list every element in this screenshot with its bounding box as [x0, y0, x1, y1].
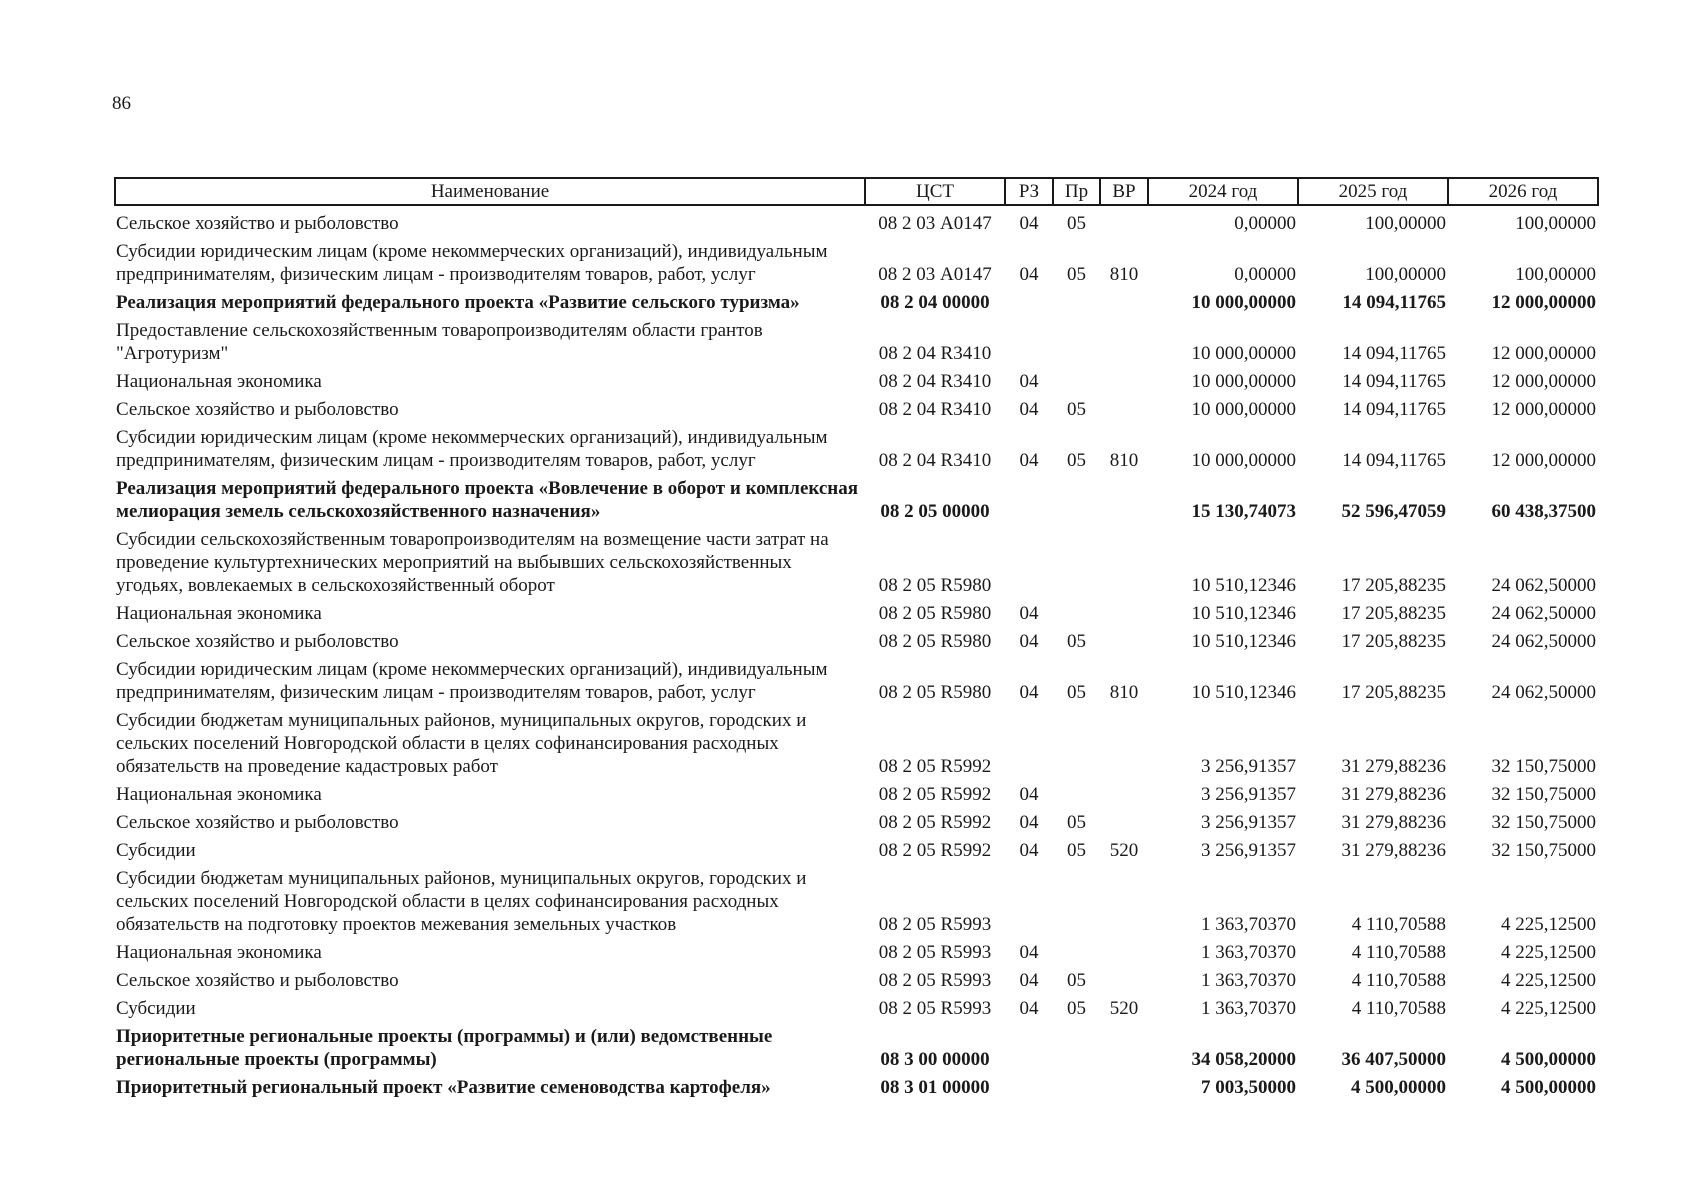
- cell-cst: 08 2 05 R5980: [878, 682, 992, 703]
- cell-vr: [1100, 628, 1148, 656]
- cell-vr: [1100, 368, 1148, 396]
- cell-pr: 05: [1067, 998, 1086, 1019]
- cell-vr: [1100, 526, 1148, 600]
- cell-2024: 0,00000: [1234, 264, 1296, 285]
- cell-name: Сельское хозяйство и рыболовство: [116, 631, 399, 652]
- cell-2026: 100,00000: [1515, 264, 1596, 285]
- table-row: [115, 475, 1598, 526]
- table-row: [115, 526, 1598, 600]
- cell-2025: 52 596,47059: [1341, 501, 1446, 522]
- cell-cst: 08 2 04 R3410: [878, 450, 992, 471]
- cell-cst: 08 3 00 00000: [880, 1049, 990, 1070]
- cell-name: Субсидии юридическим лицам (кроме некоммерческих организаций), индивидуальным предпринимателям, физическим лицам - производителям товаров, работ, услуг: [116, 241, 828, 285]
- cell-rz: 04: [1019, 840, 1039, 861]
- cell-cst: 08 2 05 R5992: [878, 812, 992, 833]
- cell-2024: 3 256,91357: [1201, 784, 1296, 805]
- cell-cst: 08 2 05 R5992: [878, 756, 992, 777]
- cell-vr: [1100, 865, 1148, 939]
- cell-2026: 4 500,00000: [1501, 1049, 1596, 1070]
- cell-pr: 05: [1067, 812, 1086, 833]
- cell-2024: 10 510,12346: [1191, 603, 1296, 624]
- cell-cst: 08 2 05 R5980: [878, 603, 992, 624]
- cell-vr: 810: [1109, 682, 1139, 703]
- cell-2024: 10 000,00000: [1191, 371, 1296, 392]
- cell-name: Национальная экономика: [116, 603, 322, 624]
- cell-2024: 10 510,12346: [1191, 575, 1296, 596]
- cell-2025: 17 205,88235: [1341, 631, 1446, 652]
- page-number: 86: [112, 93, 131, 114]
- cell-2024: 1 363,70370: [1201, 942, 1296, 963]
- cell-name: Предоставление сельскохозяйственным товаропроизводителям области грантов "Агротуризм": [116, 320, 763, 364]
- cell-cst: 08 3 01 00000: [880, 1077, 990, 1098]
- cell-cst: 08 2 04 R3410: [878, 371, 992, 392]
- cell-name: Реализация мероприятий федерального проекта «Развитие сельского туризма»: [116, 292, 800, 313]
- cell-2024: 3 256,91357: [1201, 840, 1296, 861]
- cell-rz: 04: [1019, 942, 1039, 963]
- cell-2025: 14 094,11765: [1342, 450, 1446, 471]
- cell-rz: [1005, 865, 1053, 939]
- cell-rz: 04: [1019, 784, 1039, 805]
- cell-2025: 4 110,70588: [1351, 998, 1446, 1019]
- cell-2026: 100,00000: [1515, 213, 1596, 234]
- table-row: [115, 995, 1598, 1023]
- cell-2026: 32 150,75000: [1491, 784, 1596, 805]
- cell-rz: [1005, 289, 1053, 317]
- cell-rz: 04: [1019, 682, 1039, 703]
- header-rz: РЗ: [1005, 178, 1053, 205]
- table-row: [115, 317, 1598, 368]
- cell-name: Субсидии бюджетам муниципальных районов, муниципальных округов, городских и сельских поселений Новгородской области в целях софинансирования расходных обязательств на подготовку проектов межевания земельных участков: [116, 868, 807, 935]
- table-row: [115, 205, 1598, 238]
- table-row: [115, 368, 1598, 396]
- cell-2026: 12 000,00000: [1491, 371, 1596, 392]
- cell-2025: 31 279,88236: [1341, 756, 1446, 777]
- cell-rz: [1005, 317, 1053, 368]
- cell-2025: 17 205,88235: [1341, 682, 1446, 703]
- cell-2024: 1 363,70370: [1201, 970, 1296, 991]
- cell-2026: 24 062,50000: [1491, 603, 1596, 624]
- cell-pr: [1053, 289, 1100, 317]
- cell-2025: 14 094,11765: [1342, 371, 1446, 392]
- cell-rz: 04: [1019, 450, 1039, 471]
- cell-pr: [1053, 600, 1100, 628]
- cell-vr: [1100, 205, 1148, 238]
- table-row: [115, 628, 1598, 656]
- cell-2026: 12 000,00000: [1491, 343, 1596, 364]
- cell-2024: 3 256,91357: [1201, 756, 1296, 777]
- cell-2026: 32 150,75000: [1491, 812, 1596, 833]
- cell-2024: 1 363,70370: [1201, 998, 1296, 1019]
- cell-2026: 12 000,00000: [1491, 450, 1596, 471]
- cell-cst: 08 2 04 R3410: [878, 399, 992, 420]
- header-2025: 2025 год: [1298, 178, 1448, 205]
- cell-2024: 15 130,74073: [1191, 501, 1296, 522]
- cell-2024: 10 000,00000: [1191, 292, 1296, 313]
- cell-name: Сельское хозяйство и рыболовство: [116, 812, 399, 833]
- cell-cst: 08 2 04 R3410: [878, 343, 992, 364]
- cell-rz: 04: [1019, 603, 1039, 624]
- cell-2024: 3 256,91357: [1201, 812, 1296, 833]
- cell-cst: 08 2 05 R5993: [878, 970, 992, 991]
- cell-2024: 10 000,00000: [1191, 450, 1296, 471]
- cell-2025: 14 094,11765: [1342, 399, 1446, 420]
- cell-pr: 05: [1067, 970, 1086, 991]
- cell-vr: [1100, 939, 1148, 967]
- cell-name: Субсидии: [116, 840, 196, 861]
- table-row: [115, 289, 1598, 317]
- header-vr: ВР: [1100, 178, 1148, 205]
- table-row: [115, 837, 1598, 865]
- cell-vr: 520: [1109, 998, 1139, 1019]
- cell-2025: 4 110,70588: [1351, 970, 1446, 991]
- table-row: [115, 809, 1598, 837]
- cell-2026: 32 150,75000: [1491, 756, 1596, 777]
- cell-rz: 04: [1019, 213, 1039, 234]
- cell-cst: 08 2 05 R5993: [878, 914, 992, 935]
- budget-table: [114, 177, 1599, 1102]
- cell-rz: 04: [1019, 264, 1039, 285]
- cell-2025: 100,00000: [1365, 213, 1446, 234]
- cell-2026: 60 438,37500: [1491, 501, 1596, 522]
- cell-rz: [1005, 526, 1053, 600]
- cell-2026: 4 225,12500: [1501, 914, 1596, 935]
- cell-2024: 34 058,20000: [1191, 1049, 1296, 1070]
- cell-cst: 08 2 05 R5992: [878, 784, 992, 805]
- cell-rz: 04: [1019, 631, 1039, 652]
- cell-pr: [1053, 1023, 1100, 1074]
- cell-2026: 12 000,00000: [1491, 399, 1596, 420]
- cell-pr: 05: [1067, 213, 1086, 234]
- cell-2024: 10 510,12346: [1191, 631, 1296, 652]
- cell-2026: 4 225,12500: [1501, 970, 1596, 991]
- cell-pr: 05: [1067, 840, 1086, 861]
- table-row: [115, 967, 1598, 995]
- cell-name: Субсидии бюджетам муниципальных районов, муниципальных округов, городских и сельских поселений Новгородской области в целях софинансирования расходных обязательств на проведение кадастровых работ: [116, 710, 807, 777]
- cell-rz: [1005, 707, 1053, 781]
- cell-pr: 05: [1067, 631, 1086, 652]
- cell-name: Национальная экономика: [116, 371, 322, 392]
- cell-vr: [1100, 707, 1148, 781]
- cell-pr: [1053, 1074, 1100, 1102]
- header-cst: ЦСТ: [865, 178, 1005, 205]
- cell-2024: 10 510,12346: [1191, 682, 1296, 703]
- cell-pr: 05: [1067, 264, 1086, 285]
- cell-vr: [1100, 1023, 1148, 1074]
- cell-2026: 24 062,50000: [1491, 575, 1596, 596]
- cell-name: Реализация мероприятий федерального проекта «Вовлечение в оборот и комплексная мелиорация земель сельскохозяйственного назначения»: [116, 478, 859, 522]
- cell-pr: 05: [1067, 399, 1086, 420]
- table-row: [115, 600, 1598, 628]
- cell-2025: 31 279,88236: [1341, 784, 1446, 805]
- cell-2025: 17 205,88235: [1341, 575, 1446, 596]
- cell-rz: 04: [1019, 998, 1039, 1019]
- cell-2025: 31 279,88236: [1341, 840, 1446, 861]
- cell-pr: [1053, 781, 1100, 809]
- table-row: [115, 707, 1598, 781]
- cell-pr: [1053, 526, 1100, 600]
- cell-rz: [1005, 475, 1053, 526]
- table-row: [115, 424, 1598, 475]
- cell-2024: 1 363,70370: [1201, 914, 1296, 935]
- cell-cst: 08 2 05 R5993: [878, 942, 992, 963]
- cell-vr: [1100, 475, 1148, 526]
- cell-pr: [1053, 368, 1100, 396]
- cell-rz: 04: [1019, 970, 1039, 991]
- cell-2025: 100,00000: [1365, 264, 1446, 285]
- cell-2026: 4 225,12500: [1501, 942, 1596, 963]
- cell-vr: [1100, 967, 1148, 995]
- cell-name: Сельское хозяйство и рыболовство: [116, 399, 399, 420]
- cell-2024: 10 000,00000: [1191, 399, 1296, 420]
- table-row: [115, 238, 1598, 289]
- cell-cst: 08 2 04 00000: [880, 292, 990, 313]
- cell-pr: [1053, 939, 1100, 967]
- cell-vr: 810: [1109, 450, 1139, 471]
- cell-rz: [1005, 1074, 1053, 1102]
- table-row: [115, 865, 1598, 939]
- cell-name: Субсидии: [116, 998, 196, 1019]
- cell-name: Сельское хозяйство и рыболовство: [116, 970, 399, 991]
- table-row: [115, 1023, 1598, 1074]
- cell-name: Субсидии юридическим лицам (кроме некоммерческих организаций), индивидуальным предпринимателям, физическим лицам - производителям товаров, работ, услуг: [116, 427, 828, 471]
- cell-2025: 14 094,11765: [1342, 292, 1446, 313]
- cell-vr: 810: [1109, 264, 1139, 285]
- cell-name: Национальная экономика: [116, 784, 322, 805]
- cell-2024: 0,00000: [1234, 213, 1296, 234]
- table-row: [115, 1074, 1598, 1102]
- cell-vr: [1100, 289, 1148, 317]
- table-row: [115, 396, 1598, 424]
- cell-cst: 08 2 05 R5980: [878, 575, 992, 596]
- cell-vr: [1100, 600, 1148, 628]
- table-row: [115, 781, 1598, 809]
- header-2026: 2026 год: [1448, 178, 1598, 205]
- cell-name: Приоритетный региональный проект «Развитие семеноводства картофеля»: [116, 1077, 771, 1098]
- table-row: [115, 939, 1598, 967]
- cell-vr: [1100, 396, 1148, 424]
- cell-cst: 08 2 03 А0147: [878, 213, 992, 234]
- cell-name: Сельское хозяйство и рыболовство: [116, 213, 399, 234]
- cell-name: Субсидии юридическим лицам (кроме некоммерческих организаций), индивидуальным предпринимателям, физическим лицам - производителям товаров, работ, услуг: [116, 659, 828, 703]
- cell-name: Национальная экономика: [116, 942, 322, 963]
- cell-2026: 32 150,75000: [1491, 840, 1596, 861]
- cell-2025: 14 094,11765: [1342, 343, 1446, 364]
- cell-vr: [1100, 317, 1148, 368]
- cell-2025: 31 279,88236: [1341, 812, 1446, 833]
- cell-rz: 04: [1019, 399, 1039, 420]
- cell-2025: 17 205,88235: [1341, 603, 1446, 624]
- table-body: [115, 205, 1598, 1102]
- cell-cst: 08 2 05 R5980: [878, 631, 992, 652]
- cell-rz: 04: [1019, 371, 1039, 392]
- cell-vr: [1100, 1074, 1148, 1102]
- cell-2024: 10 000,00000: [1191, 343, 1296, 364]
- cell-2025: 4 110,70588: [1351, 942, 1446, 963]
- cell-pr: [1053, 475, 1100, 526]
- cell-2026: 4 225,12500: [1501, 998, 1596, 1019]
- cell-cst: 08 2 05 00000: [880, 501, 990, 522]
- cell-2025: 4 110,70588: [1351, 914, 1446, 935]
- cell-2025: 36 407,50000: [1341, 1049, 1446, 1070]
- cell-2025: 4 500,00000: [1351, 1077, 1446, 1098]
- cell-2026: 12 000,00000: [1491, 292, 1596, 313]
- cell-pr: [1053, 865, 1100, 939]
- table-header-row: [115, 178, 1598, 205]
- cell-pr: [1053, 707, 1100, 781]
- cell-pr: 05: [1067, 450, 1086, 471]
- cell-cst: 08 2 03 А0147: [878, 264, 992, 285]
- cell-pr: [1053, 317, 1100, 368]
- cell-2024: 7 003,50000: [1201, 1077, 1296, 1098]
- cell-rz: 04: [1019, 812, 1039, 833]
- table-row: [115, 656, 1598, 707]
- cell-cst: 08 2 05 R5993: [878, 998, 992, 1019]
- cell-name: Субсидии сельскохозяйственным товаропроизводителям на возмещение части затрат на проведение культуртехнических мероприятий на выбывших сельскохозяйственных угодьях, вовлекаемых в сельскохозяйственный оборот: [116, 529, 829, 596]
- cell-rz: [1005, 1023, 1053, 1074]
- cell-2026: 24 062,50000: [1491, 631, 1596, 652]
- header-2024: 2024 год: [1148, 178, 1298, 205]
- cell-vr: [1100, 781, 1148, 809]
- header-name: Наименование: [115, 178, 865, 205]
- cell-2026: 24 062,50000: [1491, 682, 1596, 703]
- cell-2026: 4 500,00000: [1501, 1077, 1596, 1098]
- cell-vr: [1100, 809, 1148, 837]
- header-pr: Пр: [1053, 178, 1100, 205]
- cell-pr: 05: [1067, 682, 1086, 703]
- cell-cst: 08 2 05 R5992: [878, 840, 992, 861]
- cell-name: Приоритетные региональные проекты (программы) и (или) ведомственные региональные проекты (программы): [116, 1026, 773, 1070]
- cell-vr: 520: [1109, 840, 1139, 861]
